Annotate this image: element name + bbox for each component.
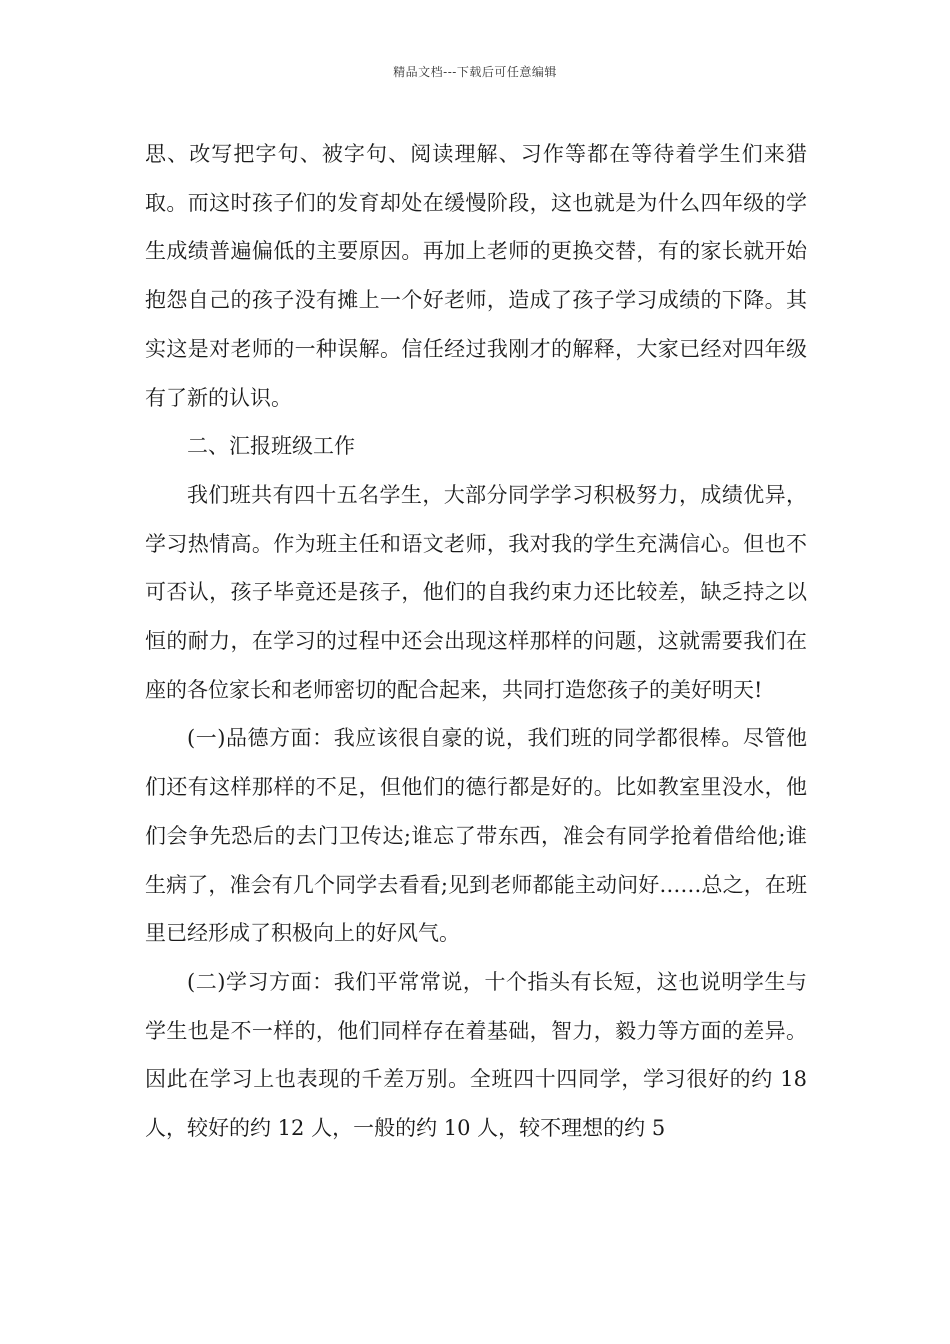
paragraph-continuation: 思、改写把字句、被字句、阅读理解、习作等都在等待着学生们来猎取。而这时孩子们的发育却处在缓慢阶段，这也就是为什么四年级的学生成绩普遍偏低的主要原因。再加上老师的更换交替，有的家长就开始抱怨自己的孩子没有摊上一个好老师，造成了孩子学习成绩的下降。其实这是对老师的一种误解。信任经过我刚才的解释，大家已经对四年级有了新的认识。 — [145, 142, 807, 410]
document-body — [145, 130, 807, 1153]
paragraph-study-aspect: (二)学习方面：我们平常常说，十个指头有长短，这也说明学生与学生也是不一样的，他们同样存在着基础，智力，毅力等方面的差异。因此在学习上也表现的千差万别。全班四十四同学，学习很好的约 18 人，较好的约 12 人，一般的约 10 人，较不理想的约 5 — [145, 969, 807, 1141]
page-header: 精品文档---下载后可任意编辑 — [393, 65, 557, 79]
section-heading: 二、汇报班级工作 — [187, 434, 355, 459]
paragraph-class-overview: 我们班共有四十五名学生，大部分同学学习积极努力，成绩优异，学习热情高。作为班主任和语文老师，我对我的学生充满信心。但也不可否认，孩子毕竟还是孩子，他们的自我约束力还比较差，缺乏持之以恒的耐力，在学习的过程中还会出现这样那样的问题，这就需要我们在座的各位家长和老师密切的配合起来，共同打造您孩子的美好明天! — [145, 482, 807, 702]
paragraph-moral-aspect: (一)品德方面：我应该很自豪的说，我们班的同学都很棒。尽管他们还有这样那样的不足，但他们的德行都是好的。比如教室里没水，他们会争先恐后的去门卫传达;谁忘了带东西，准会有同学抢着借给他;谁生病了，准会有几个同学去看看;见到老师都能主动问好……总之，在班里已经形成了积极向上的好风气。 — [145, 726, 807, 946]
